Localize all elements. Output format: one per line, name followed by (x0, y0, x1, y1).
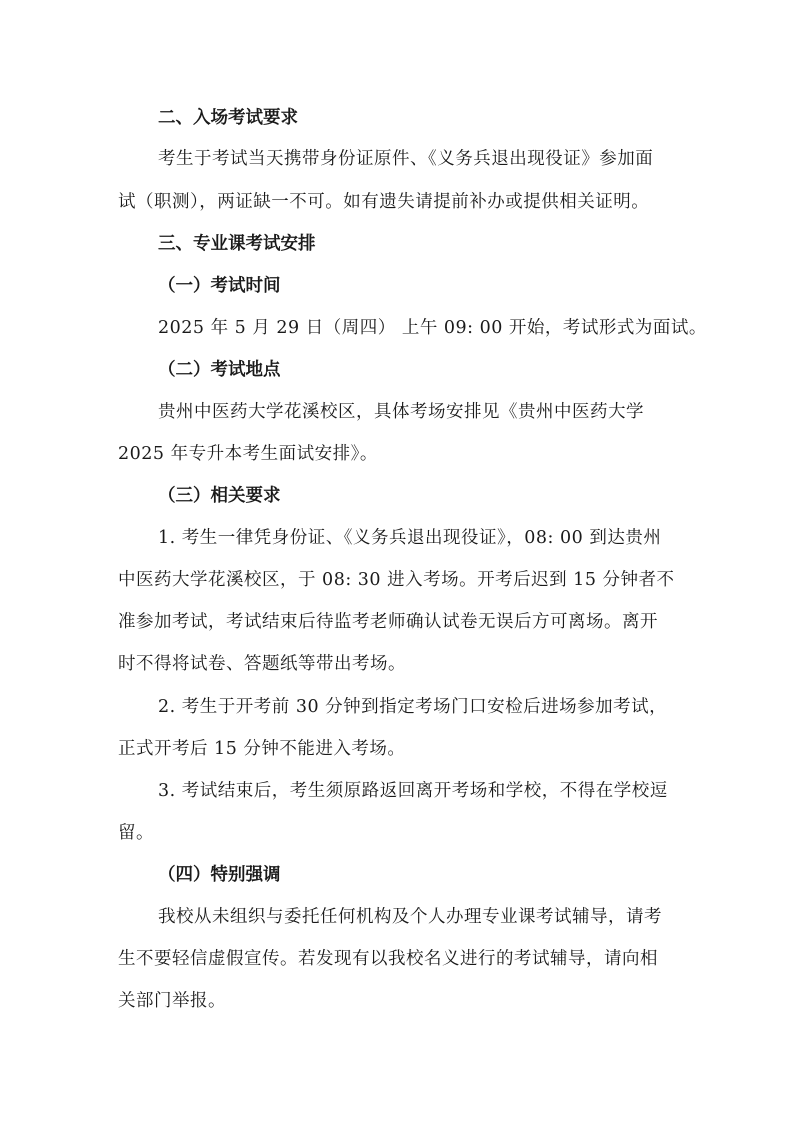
paragraph-line: 试（职测），两证缺一不可。如有遗失请提前补办或提供相关证明。 (118, 192, 650, 212)
paragraph-line: 我校从未组织与委托任何机构及个人办理专业课考试辅导，请考 (158, 907, 662, 927)
subheading-special-emphasis: （四）特别强调 (158, 865, 281, 885)
paragraph-line: 留。 (118, 823, 154, 843)
section-heading-exam-arrangement: 三、专业课考试安排 (158, 234, 316, 254)
paragraph-line: 中医药大学花溪校区，于 08: 30 进入考场。开考后迟到 15 分钟者不 (118, 570, 675, 590)
paragraph-line: 准参加考试，考试结束后待监考老师确认试卷无误后方可离场。离开 (118, 612, 658, 632)
subheading-exam-time: （一）考试时间 (158, 276, 281, 296)
subheading-exam-location: （二）考试地点 (158, 360, 281, 380)
paragraph-line: 2025 年 5 月 29 日（周四） 上午 09: 00 开始，考试形式为面试。 (158, 318, 707, 338)
subheading-requirements: （三）相关要求 (158, 486, 281, 506)
paragraph-line: 2025 年专升本考生面试安排》。 (118, 444, 378, 464)
paragraph-line: 3. 考试结束后，考生须原路返回离开考场和学校，不得在学校逗 (158, 781, 668, 801)
paragraph-line: 正式开考后 15 分钟不能进入考场。 (118, 739, 406, 759)
section-heading-entry-requirements: 二、入场考试要求 (158, 108, 298, 128)
paragraph-line: 考生于考试当天携带身份证原件、《义务兵退出现役证》参加面 (158, 149, 654, 169)
paragraph-line: 2. 考生于开考前 30 分钟到指定考场门口安检后进场参加考试， (158, 697, 668, 717)
paragraph-line: 贵州中医药大学花溪校区，具体考场安排见《贵州中医药大学 (158, 402, 644, 422)
paragraph-line: 生不要轻信虚假宣传。若发现有以我校名义进行的考试辅导，请向相 (118, 949, 658, 969)
paragraph-line: 时不得将试卷、答题纸等带出考场。 (118, 654, 406, 674)
paragraph-line: 关部门举报。 (118, 991, 226, 1011)
paragraph-line: 1. 考生一律凭身份证、《义务兵退出现役证》，08: 00 到达贵州 (158, 528, 662, 548)
